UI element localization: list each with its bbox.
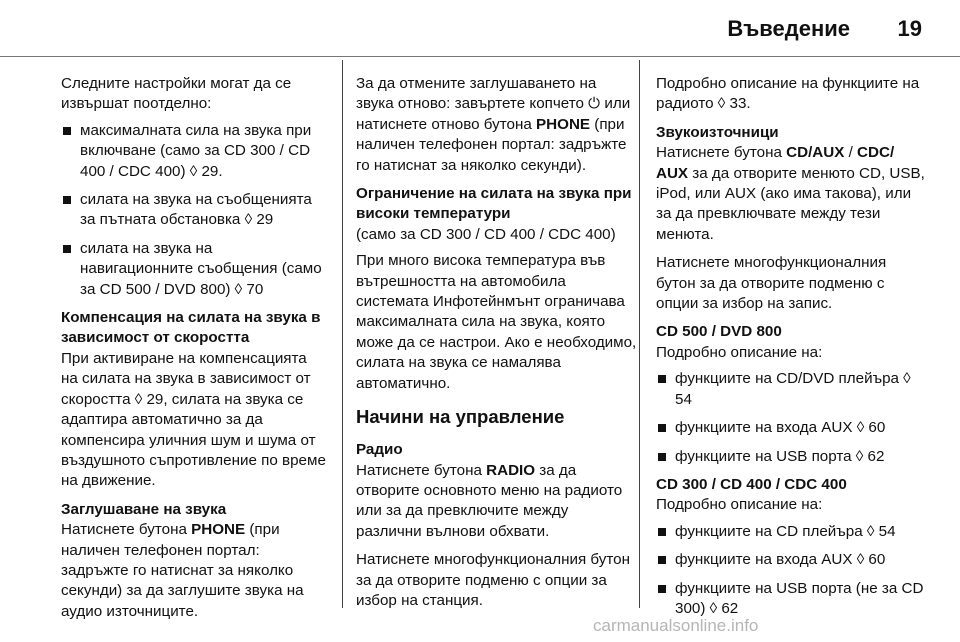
- list-item: максималната сила на звука при включване (само за CD 300 / CD 400 / CDC 400) ◊ 29.: [61, 121, 327, 182]
- button-name: PHONE: [191, 521, 246, 539]
- section-heading: Звукоизточници: [656, 123, 779, 141]
- paragraph: При активиране на компенсацията на силата на звука в зависимост от скоростта ◊ 29, силата на звука се адаптира автоматично за да компенсира уличния шум и шума от въздушното съпротивление по време на движение.: [61, 349, 326, 490]
- list-item: функциите на CD/DVD плейъра ◊ 54: [656, 369, 926, 410]
- list-item: функциите на входа AUX ◊ 60: [656, 550, 926, 570]
- watermark: carmanualsonline.info: [593, 616, 759, 635]
- paragraph: Подробно описание на:: [656, 343, 823, 361]
- list-item: функциите на USB порта ◊ 62: [656, 447, 926, 467]
- list-item: функциите на CD плейъра ◊ 54: [656, 522, 926, 542]
- paragraph: Натиснете многофункционалния бутон за да отворите подменю с опции за избор на станция.: [356, 551, 630, 609]
- paragraph: Натиснете бутона RADIO за да отворите основното меню на радиото или за да превключите между различни вълнови обхвати.: [356, 461, 623, 540]
- section-heading: Радио: [356, 441, 403, 459]
- paragraph: При много висока температура във вътрешността на автомобила системата Инфотейнмънт ограничава максималната сила на звука, която може да се настрои. Ако е необходимо, силата на звука се намалява автоматично.: [356, 252, 637, 392]
- section-heading: CD 300 / CD 400 / CDC 400: [656, 475, 847, 493]
- section-heading: Ограничение на силата на звука при високи температури: [356, 185, 632, 223]
- page-title: Въведение: [727, 16, 850, 41]
- column-divider: [342, 60, 343, 608]
- column-divider: [639, 60, 640, 608]
- chapter-heading: Начини на управление: [356, 406, 565, 428]
- list-item: силата на звука на съобщенията за пътната обстановка ◊ 29: [61, 190, 327, 231]
- list-item: функциите на входа AUX ◊ 60: [656, 418, 926, 438]
- column-1: [61, 74, 327, 630]
- column-3: [656, 74, 926, 627]
- list-item: силата на звука на навигационните съобщения (само за CD 500 / DVD 800) ◊ 70: [61, 239, 327, 300]
- intro-paragraph: Следните настройки могат да се извършат поотделно:: [61, 75, 292, 113]
- button-name: CDC/ AUX: [656, 144, 895, 182]
- button-name: RADIO: [486, 461, 536, 479]
- button-name: CD/AUX: [786, 144, 845, 162]
- section-heading: Заглушаване на звука: [61, 500, 227, 518]
- section-heading: CD 500 / DVD 800: [656, 323, 782, 341]
- header-rule: [0, 56, 960, 57]
- paragraph: Подробно описание на:: [656, 496, 823, 514]
- page-number: 19: [897, 16, 922, 41]
- paragraph: Натиснете бутона PHONE (при наличен телефонен портал: задръжте го натиснат за няколко секунди) за да заглушите звука на аудио източниците.: [61, 521, 304, 620]
- paragraph: Натиснете многофункционалния бутон за да отворите подменю с опции за избор на запис.: [656, 254, 887, 313]
- list-item: функциите на USB порта (не за CD 300) ◊ 62: [656, 579, 926, 620]
- paragraph: Натиснете бутона CD/AUX / CDC/ AUX за да отворите менюто CD, USB, iPod, или AUX (ако има такова), или за да превключвате между тези менюта.: [656, 144, 925, 243]
- paragraph: (само за CD 300 / CD 400 / CDC 400): [356, 225, 616, 243]
- section-heading: Компенсация на силата на звука в зависимост от скоростта: [61, 309, 321, 347]
- paragraph: За да отмените заглушаването на звука отново: завъртете копчето ⏻ или натиснете отново бутона PHONE (при наличен телефонен портал: задръжте го натиснат за няколко секунди).: [356, 75, 631, 174]
- button-name: PHONE: [536, 115, 591, 133]
- paragraph: Подробно описание на функциите на радиото ◊ 33.: [656, 75, 920, 113]
- column-2: [356, 74, 638, 619]
